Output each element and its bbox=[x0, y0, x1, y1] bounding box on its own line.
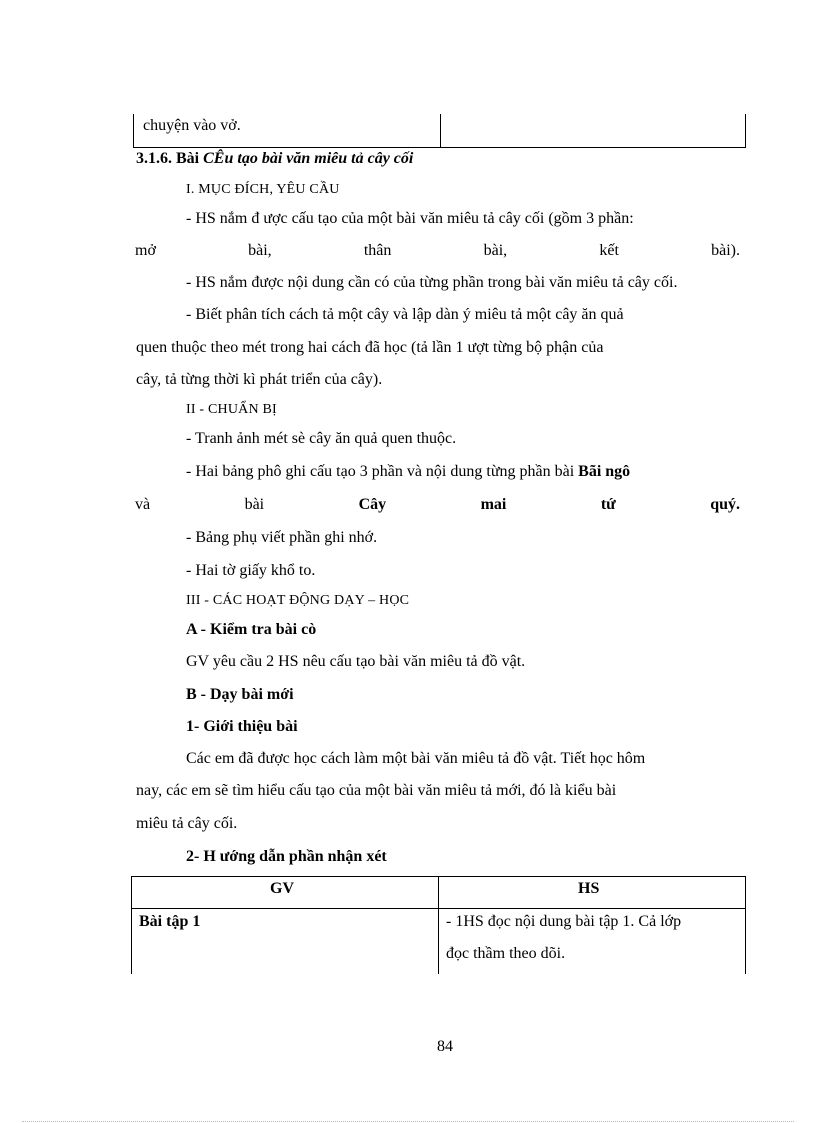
part1-item1-line1: - HS nắm đ ược cấu tạo của một bài văn miêu tả cây cối (gồm 3 phần: bbox=[186, 210, 634, 227]
word: và bbox=[135, 496, 151, 513]
part2-item2-line1 bbox=[186, 463, 630, 481]
part1-heading: I. MỤC ĐÍCH, YÊU CẦU bbox=[186, 182, 340, 197]
part2-item2-text: - Hai bảng phô ghi cấu tạo 3 phần và nội dung từng phần bài bbox=[186, 463, 579, 480]
part1-item3-line2: quen thuộc theo mét trong hai cách đã học (tả lần 1 ượt từng bộ phận của bbox=[136, 339, 604, 356]
part2-item4: - Hai tờ giấy khổ to. bbox=[186, 562, 316, 579]
word: Cây bbox=[358, 496, 387, 513]
part3-b1-heading: 1- Giới thiệu bài bbox=[186, 718, 298, 735]
part2-heading: II - CHUẨN BỊ bbox=[186, 402, 277, 417]
table-row1-hs-line2: đọc thầm theo dõi. bbox=[446, 945, 566, 962]
section-name: CÊu tạo bài văn miêu tả cây cối bbox=[203, 150, 414, 167]
part2-item1: - Tranh ảnh mét sè cây ăn quả quen thuộc. bbox=[186, 430, 457, 447]
page-bottom-dotted-line bbox=[22, 1121, 794, 1122]
section-number: 3.1.6. Bài bbox=[136, 150, 204, 167]
table-border-right bbox=[745, 114, 746, 147]
part2-item2-line2 bbox=[135, 496, 740, 514]
part3-b1-line1: Các em đã được học cách làm một bài văn miêu tả đồ vật. Tiết học hôm bbox=[186, 750, 646, 767]
word: tứ bbox=[600, 496, 616, 513]
word: thân bbox=[363, 242, 392, 259]
part1-item1-line2 bbox=[135, 242, 740, 260]
section-title bbox=[136, 150, 413, 168]
part3-b-heading: B - Dạy bài mới bbox=[186, 686, 294, 703]
part3-heading: III - CÁC HOẠT ĐỘNG DẠY – HỌC bbox=[186, 593, 410, 608]
part2-item2-bold: Bãi ngô bbox=[578, 463, 631, 480]
table-border-middle bbox=[440, 114, 441, 147]
word: bài). bbox=[711, 242, 740, 259]
page-number: 84 bbox=[437, 1038, 453, 1055]
top-table-left-cell: chuyện vào vở. bbox=[143, 117, 241, 134]
table-header-gv: GV bbox=[270, 880, 294, 897]
part3-b1-line3: miêu tả cây cối. bbox=[136, 815, 238, 832]
table-middle-border bbox=[438, 876, 439, 974]
table-header-hs: HS bbox=[578, 880, 600, 897]
table-right-border bbox=[745, 876, 746, 974]
table-border-left bbox=[133, 114, 134, 147]
part1-item3-line1: - Biết phân tích cách tả một cây và lập dàn ý miêu tả một cây ăn quả bbox=[186, 306, 624, 323]
word: bài, bbox=[248, 242, 272, 259]
table-border-bottom bbox=[133, 147, 746, 148]
table-row1-hs-line1: - 1HS đọc nội dung bài tập 1. Cả lớp bbox=[446, 913, 682, 930]
word: bài, bbox=[483, 242, 508, 259]
table-left-border bbox=[131, 876, 132, 974]
part3-b1-line2: nay, các em sẽ tìm hiểu cấu tạo của một bài văn miêu tả mới, đó là kiểu bài bbox=[136, 782, 617, 799]
word: mai bbox=[480, 496, 507, 513]
part1-item2: - HS nắm được nội dung cần có của từng phần trong bài văn miêu tả cây cối. bbox=[186, 274, 678, 291]
part3-b2-heading: 2- H ướng dẫn phần nhận xét bbox=[186, 848, 387, 865]
part3-a-heading: A - Kiểm tra bài cò bbox=[186, 621, 317, 638]
word: kết bbox=[599, 242, 619, 259]
word: quý. bbox=[710, 496, 740, 513]
table-row1-gv: Bài tập 1 bbox=[139, 913, 201, 930]
part3-a-text: GV yêu cầu 2 HS nêu cấu tạo bài văn miêu tả đồ vật. bbox=[186, 653, 526, 670]
part1-item3-line3: cây, tả từng thời kì phát triển của cây). bbox=[136, 371, 383, 388]
part2-item3: - Bảng phụ viết phần ghi nhớ. bbox=[186, 529, 378, 546]
word: bài bbox=[244, 496, 265, 513]
word: mở bbox=[135, 242, 156, 259]
